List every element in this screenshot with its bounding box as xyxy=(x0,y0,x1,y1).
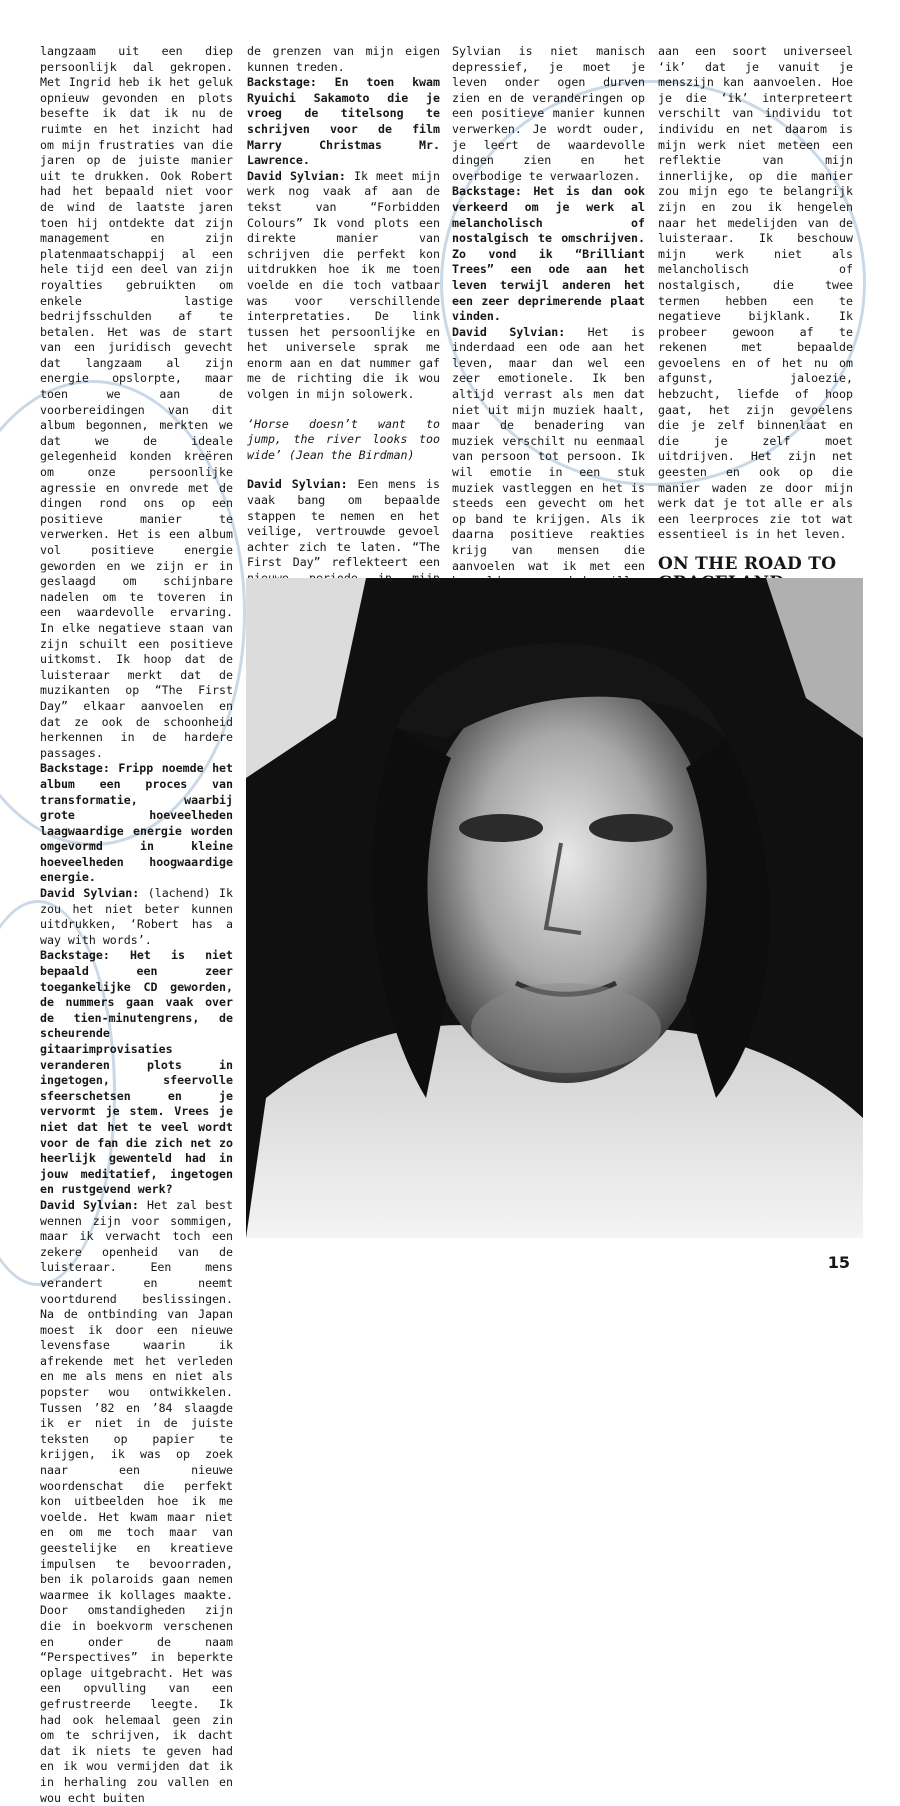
portrait-illustration xyxy=(246,578,863,1238)
interview-paragraph xyxy=(40,1198,233,1806)
text-column-1 xyxy=(40,44,234,1805)
text-column-3 xyxy=(452,44,645,573)
interview-paragraph xyxy=(40,948,233,1198)
body-paragraph xyxy=(40,44,233,761)
interview-paragraph xyxy=(40,886,233,948)
body-paragraph xyxy=(452,44,645,184)
text-column-2 xyxy=(247,44,440,570)
section-heading: ON THE ROAD TO xyxy=(658,554,837,574)
page-number: 15 xyxy=(827,1253,850,1272)
paragraph-text: langzaam uit een diep persoonlijk dal gekropen. Met Ingrid heb ik het geluk opnieuw gevonden en plots besefte ik dat ik nu de ruimte en het inzicht had om mijn frustraties van die jaren op de juiste manier uit te drukken. Ook Robert had het bepaald niet voor de wind de laatste jaren toen hij ontdekte dat zijn management en zijn platenmaatschappij al een hele tijd een deel van zijn royalties gebruikten om enkele lastige bedrijfsschulden af te betalen. Het was de start van een juridisch gevecht dat langzaam al zijn energie opslorpte, maar toen we aan de voorbereidingen van dit album begonnen, merkten we dat we de ideale gelegenheid konden kreëren om onze persoonlijke agressie en onvrede met de dingen rond ons op een positieve manier te verwerken. Het is een album vol positieve energie geworden en we zijn er in geslaagd om schijnbare nadelen om te toveren in een waardevolle ervaring. In elke negatieve staan van zijn schuilt een positieve uitkomst. Ik hoop dat de luisteraar merkt dat de muzikanten op “The First Day” elkaar aanvoelen en dat ze ook de schoonheid herkennen in de hardere passages. xyxy=(40,44,233,760)
speaker-label: Backstage: xyxy=(40,948,110,963)
speaker-label: David Sylvian: xyxy=(247,477,348,492)
body-paragraph xyxy=(247,44,440,75)
paragraph-text: de grenzen van mijn eigen kunnen treden. xyxy=(247,44,440,74)
paragraph-text: Het zal best wennen zijn voor sommigen, maar ik verwacht toch een zekere openheid van de luisteraar. Een mens verandert en neemt voortdurend beslissingen. Na de ontbinding van Japan moest ik door een nieuwe levensfase waarin ik afrekende met het verleden en me als mens en niet als popster wou ontwikkelen. Tussen ’82 en ’84 slaagde ik er niet in de juiste teksten op papier te krijgen, ik was op zoek naar een nieuwe woordenschat die perfekt kon uitbeelden hoe ik me voelde. Het kwam maar niet en om me toch maar van geestelijke en kreatieve impulsen te bevoorraden, ben ik polaroids gaan nemen waarmee ik kollages maakte. Door omstandigheden zijn die in boekvorm verschenen en onder de naam “Perspectives” in beperkte oplage uitgebracht. Het was een opvulling van een gefrustreerde leegte. Ik had ook helemaal geen zin om te schrijven, ik dacht dat ik niets te geven had en ik wou vermijden dat ik in herhaling zou vallen en wou echt buiten xyxy=(40,1197,233,1805)
paragraph-text: Een mens is vaak bang om bepaalde stappen te nemen en het veilige, vertrouwde gevoel achter zich te laten. “The First Day” reflekteert een xyxy=(247,477,440,570)
paragraph-text: Het is inderdaad een ode aan het leven, maar dan wel een zeer emotionele. Ik ben altijd verrast als men dat niet uit mijn muziek haalt, maar de benadering van muziek verschilt nu eenmaal van persoon tot persoon. Ik wil emotie in een stuk muziek vastleggen en het is steeds een gevecht om het op band te krijgen. Als ik daarna positieve reakties krijg van mensen die aanvoelen wat ik met een xyxy=(452,324,645,573)
interview-paragraph xyxy=(452,184,645,324)
speaker-label: Backstage: xyxy=(40,761,110,776)
paragraph-text: Fripp noemde het album een proces van transformatie, waarbij grote hoeveelheden laagwaardige energie worden omgevormd in kleine hoeveelheden hoogwaardige energie. xyxy=(40,761,234,885)
text-column-4 xyxy=(658,44,853,574)
paragraph-text: Het is dan ook verkeerd om je werk al melancholisch of nostalgisch te omschrijven. Zo vond ik “Brilliant Trees” een ode aan het leven terwijl anderen het een zeer deprimerende plaat vinden. xyxy=(452,184,645,324)
body-paragraph xyxy=(658,44,853,543)
paragraph-text: Ik meet mijn werk nog vaak af aan de tekst van “Forbidden Colours” Ik vond plots een direkte manier van schrijven die perfekt kon uitdrukken hoe ik me toen voelde en die toch vatbaar was voor verschillende interpretaties. De link tussen het persoonlijke en het universele sprak me enorm aan en dat nummer gaf me de richting die ik wou volgen in mijn solowerk. xyxy=(247,168,440,402)
speaker-label: David Sylvian: xyxy=(247,168,346,183)
speaker-label: Backstage: xyxy=(452,184,522,199)
pull-quote: ‘Horse doesn’t want to jump, the river looks too wide’ (Jean the Birdman) xyxy=(247,416,440,462)
paragraph-text: En toen kwam Ryuichi Sakamoto die je vroeg de titelsong te schrijven voor de film Marry Christmas Mr. Lawrence. xyxy=(247,75,440,168)
interview-paragraph xyxy=(247,75,440,169)
speaker-label: David Sylvian: xyxy=(40,886,140,901)
paragraph-text: Het is niet bepaald een zeer toegankelijke CD geworden, de nummers gaan vaak over de tien-minutengrens, de scheurende gitaarimprovisaties veranderen plots in ingetogen, sfeervolle sfeerschetsen en je vervormt je stem. Vrees je niet dat het te veel wordt voor de fan die zich net zo heerlijk gewenteld had in jouw meditatief, ingetogen en rustgevend werk? xyxy=(40,948,233,1197)
speaker-label: Backstage: xyxy=(247,75,317,90)
interview-paragraph xyxy=(40,761,233,886)
paragraph-text: Sylvian is niet manisch depressief, je moet je leven onder ogen durven zien en de veranderingen op een positieve manier kunnen verwerken. Je wordt ouder, je leert de waardevolle dingen zien en het overbodige te verwaarlozen. xyxy=(452,44,645,183)
interview-paragraph xyxy=(247,169,440,403)
speaker-label: David Sylvian: xyxy=(40,1197,139,1212)
portrait-photo xyxy=(246,578,863,1238)
paragraph-text: (lachend) Ik zou het niet beter kunnen uitdrukken, ‘Robert has a way with words’. xyxy=(40,886,233,947)
paragraph-text: aan een soort universeel ‘ik’ dat je vanuit je menszijn kan aanvoelen. Hoe je die ‘ik’ interpreteert verschilt van individu tot individu en net daarom is mijn werk niet meteen een reflektie van mijn innerlijke, op die manier zou mijn ego te belangrijk zijn en zou ik hengelen naar het medelijden van de luisteraar. Ik beschouw mijn werk niet als melancholisch of nostalgisch, die twee termen hebben een te negatieve bijklank. Ik probeer gewoon af te rekenen met bepaalde gevoelens en of het nu om afgunst, jaloezie, hebzucht, liefde of hoop gaat, het zijn gevoelens die je zelf binnenlaat en die je zelf moet uitdrijven. Het zijn net geesten en ook op die manier waden ze door mijn werk dat je tot alle er als een leerproces zie tot wat essentieel is in het leven. xyxy=(658,44,853,542)
speaker-label: David Sylvian: xyxy=(452,324,566,339)
